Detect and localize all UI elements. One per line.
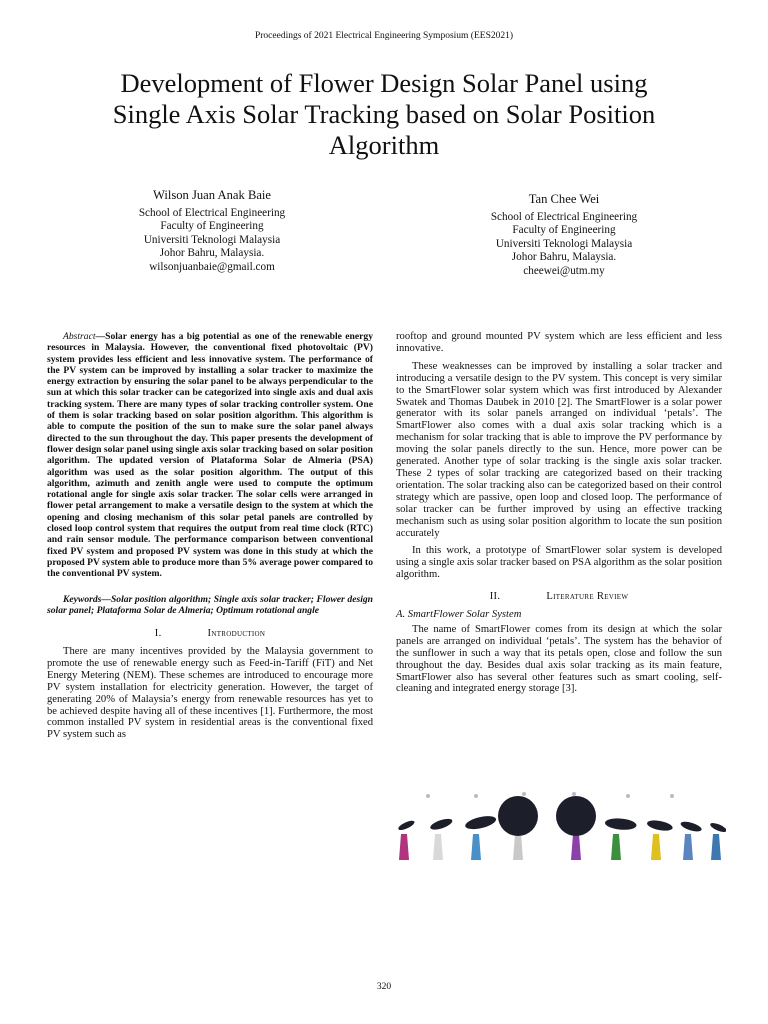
abstract [47, 331, 373, 580]
author-affiliation: Faculty of Engineering [160, 220, 264, 233]
title-line: Development of Flower Design Solar Panel using [120, 68, 648, 98]
smartflower-figure [396, 790, 726, 862]
sun-icons [426, 792, 674, 798]
sun-icon [572, 792, 576, 796]
author-affiliation: Faculty of Engineering [512, 224, 616, 237]
author-affiliation: Universiti Teknologi Malaysia [495, 237, 633, 250]
section-heading [47, 628, 373, 640]
smartflower-unit [429, 817, 454, 860]
author-affiliation: Johor Bahru, Malaysia. [511, 251, 617, 264]
smartflower-unit [646, 819, 673, 860]
title-line: Single Axis Solar Tracking based on Solar Position [112, 99, 656, 129]
author-name: Tan Chee Wei [528, 192, 600, 206]
smartflower-unit [498, 796, 538, 860]
abstract-text: —Solar energy has a big potential as one of the renewable energy resources in Malaysia. However, the conventional fixed photovoltaic (PV) system provides less efficient and less innovative system. The performance of the PV system can be improved by installing a solar tracker to maximize the energy extraction by ensuring the solar panel to be always perpendicular to the sun at which this solar tracker can be categorized into single axis and dual axis tracking system. There are many types of solar tracking controller system. One of them is solar tracking based on solar position algorithm. This algorithm is able to compute the position of the sun to make sure the solar panel always directed to the sun throughout the day. This paper presents the development of flower design solar panel using single axis solar tracking based on solar position algorithm. The updated version of Plataforma Solar de Almeria (PSA) algorithm was used as the solar position algorithm. The output of this algorithm, azimuth and zenith angle were used to compute the optimum rotational angle for single axis solar tracker. The solar cells were arranged in flower petal arrangement to make a versatile design to the system at which the opening and closing mechanism of this solar petal panels are controlled by closed loop control system that requires the output from real time clock (RTC) and rain sensor module. The performance comparison between conventional fixed PV system and proposed PV system was done in this study at which the proposed PV system able to produce more than 5% average power compared to the conventional PV system. [47, 331, 373, 580]
right-column [396, 331, 722, 695]
smartflower-unit [605, 817, 637, 860]
author-name: Wilson Juan Anak Baie [152, 188, 272, 202]
section-title: Introduction [207, 628, 266, 640]
paper-title [40, 68, 728, 161]
title-line: Algorithm [328, 130, 440, 160]
author-block-1 [100, 189, 324, 275]
sun-icon [522, 792, 526, 796]
sun-icon [426, 794, 430, 798]
sun-icon [474, 794, 478, 798]
paragraph: In this work, a prototype of SmartFlower solar system is developed using a single axis solar tracker based on PSA algorithm as the solar position algorithm. [396, 545, 722, 581]
paragraph: The name of SmartFlower comes from its design at which the solar panels are arranged on individual ‘petals’. The system has the behavior of the sunflower in such a way that its petals open, close and follow the sun throughout the day. Besides dual axis solar tracking as its main feature, SmartFlower also has several other features such as smart cooling, self-cleaning and integrated energy storage [3]. [396, 623, 722, 695]
smartflower-unit [680, 820, 703, 860]
author-email[interactable]: cheewei@utm.my [523, 264, 605, 277]
author-email[interactable]: wilsonjuanbaie@gmail.com [149, 260, 275, 273]
running-header: Proceedings of 2021 Electrical Engineering Symposium (EES2021) [254, 31, 514, 41]
keywords: Keywords—Solar position algorithm; Single axis solar tracker; Flower design solar panel; Plataforma Solar de Almeria; Optimum rotational angle [47, 593, 373, 616]
left-column [47, 331, 373, 741]
section-title: Literature Review [546, 591, 629, 603]
section-number: II. [489, 591, 501, 603]
sun-icon [670, 794, 674, 798]
smartflower-unit [709, 821, 726, 860]
paragraph: There are many incentives provided by the Malaysia government to promote the use of renewable energy such as Feed-in-Tariff (FiT) and Net Energy Metering (NEM). These schemes are introduced to encourage more PV system installation for electricity generation. However, the target of generating 20% of Malaysia’s energy from renewable resources has yet to be achieved despite having all of these incentives [1]. Furthermore, the most common installed PV system in residential areas is the conventional fixed PV system such as [47, 646, 373, 741]
section-number: I. [154, 628, 162, 640]
author-affiliation: School of Electrical Engineering [138, 206, 286, 219]
page-number: 320 [376, 982, 392, 992]
smartflower-units [397, 796, 726, 860]
smartflower-unit [397, 819, 416, 860]
abstract-label: Abstract [63, 331, 96, 342]
smartflower-unit [464, 814, 497, 860]
paragraph: These weaknesses can be improved by installing a solar tracker and introducing a versatile design to the PV system. This concept is very similar to the SmartFlower solar system which was first introduced by Alexander Swatek and Thomas Daubek in 2010 [2]. The SmartFlower is a solar power generator with its solar panels arranged on individual ‘petals’. The SmartFlower also comes with a dual axis solar tracking which is a mechanism for solar tracking that is able to improve the PV performance by moving the solar panels directly to the sun. Hence, more power can be generated. Another type of solar tracking is the single axis solar tracker. These 2 types of solar tracking are categorized based on their tracking orientation. The solar tracking also can be categorized based on their control strategy which are passive, open loop and closed loop. The performance of solar tracker can be further improved by using an effective tracking mechanism such as using solar position algorithm to locate the sun position accurately [396, 360, 722, 539]
author-affiliation: School of Electrical Engineering [490, 210, 638, 223]
smartflower-unit [556, 796, 596, 860]
author-block-2 [452, 193, 676, 279]
author-affiliation: Johor Bahru, Malaysia. [159, 247, 265, 260]
sun-icon [626, 794, 630, 798]
subsection-heading: A. SmartFlower Solar System [396, 609, 522, 621]
section-heading [396, 591, 722, 603]
author-affiliation: Universiti Teknologi Malaysia [143, 233, 281, 246]
paragraph: rooftop and ground mounted PV system which are less efficient and less innovative. [396, 331, 722, 354]
